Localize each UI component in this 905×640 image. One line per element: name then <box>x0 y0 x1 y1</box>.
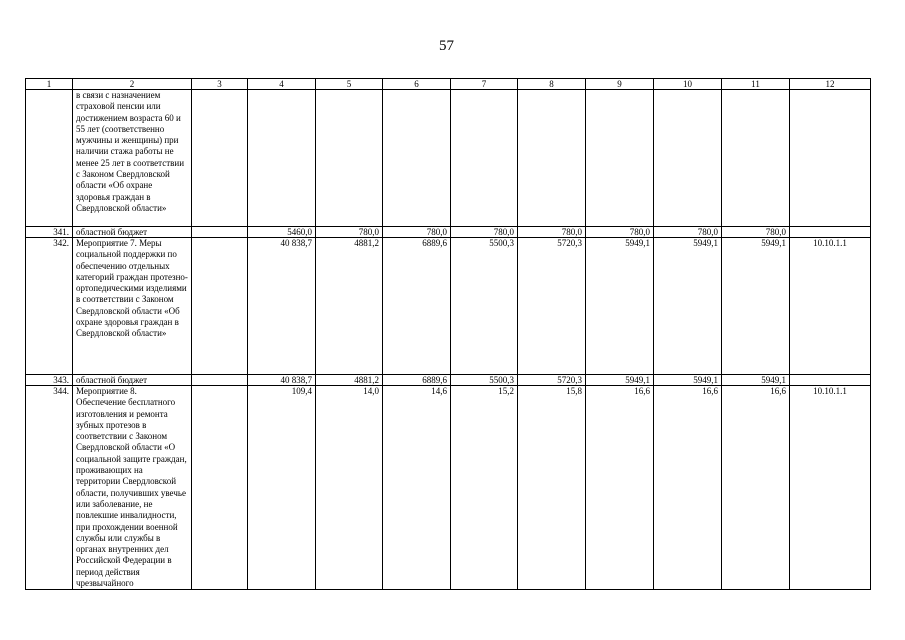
value-cell: 109,4 <box>248 386 316 590</box>
value-cell: 14,6 <box>383 386 451 590</box>
column-header: 4 <box>248 79 316 90</box>
value-cell: 5720,3 <box>518 238 586 375</box>
value-cell <box>192 386 248 590</box>
value-cell: 6889,6 <box>383 375 451 386</box>
column-header: 11 <box>722 79 790 90</box>
value-cell: 5949,1 <box>586 375 654 386</box>
value-cell: 780,0 <box>316 227 383 238</box>
value-cell: 780,0 <box>451 227 518 238</box>
target-code-cell <box>790 375 871 386</box>
value-cell: 780,0 <box>383 227 451 238</box>
value-cell: 5460,0 <box>248 227 316 238</box>
row-number-cell: 344. <box>26 386 73 590</box>
value-cell: 6889,6 <box>383 238 451 375</box>
value-cell: 780,0 <box>586 227 654 238</box>
value-cell: 780,0 <box>518 227 586 238</box>
value-cell <box>586 90 654 227</box>
table-row <box>26 375 871 386</box>
target-code-cell <box>790 90 871 227</box>
target-code-cell <box>790 227 871 238</box>
value-cell <box>518 90 586 227</box>
description-cell: областной бюджет <box>73 227 192 238</box>
value-cell: 4881,2 <box>316 238 383 375</box>
value-cell: 4881,2 <box>316 375 383 386</box>
description-cell: Мероприятие 8. Обеспечение бесплатного изготовления и ремонта зубных протезов в соответствии с Законом Свердловской области «О социальной защите граждан, проживающих на территории Свердловской области, получивших увечье или заболевание, не повлекшие инвалидности, при прохождении военной службы или службы в органах внутренних дел Российской Федерации в период действия чрезвычайного <box>73 386 192 590</box>
value-cell: 14,0 <box>316 386 383 590</box>
value-cell: 5500,3 <box>451 375 518 386</box>
row-number-cell: 343. <box>26 375 73 386</box>
column-header: 10 <box>654 79 722 90</box>
value-cell <box>192 375 248 386</box>
description-cell: в связи с назначением страховой пенсии или достижением возраста 60 и 55 лет (соответственно мужчины и женщины) при наличии стажа работы не менее 25 лет в соответствии с Законом Свердловской области «Об охране здоровья граждан в Свердловской области» <box>73 90 192 227</box>
value-cell: 15,8 <box>518 386 586 590</box>
value-cell <box>451 90 518 227</box>
value-cell: 5949,1 <box>586 238 654 375</box>
row-number-cell: 341. <box>26 227 73 238</box>
value-cell <box>722 90 790 227</box>
row-number-cell: 342. <box>26 238 73 375</box>
row-number-cell <box>26 90 73 227</box>
column-header: 1 <box>26 79 73 90</box>
table-row <box>26 227 871 238</box>
value-cell <box>248 90 316 227</box>
value-cell: 780,0 <box>722 227 790 238</box>
value-cell: 40 838,7 <box>248 238 316 375</box>
value-cell: 5500,3 <box>451 238 518 375</box>
value-cell <box>383 90 451 227</box>
value-cell: 16,6 <box>722 386 790 590</box>
value-cell <box>316 90 383 227</box>
column-header: 8 <box>518 79 586 90</box>
data-table <box>25 78 871 590</box>
value-cell: 5949,1 <box>722 375 790 386</box>
table-row <box>26 90 871 227</box>
column-header: 2 <box>73 79 192 90</box>
value-cell: 15,2 <box>451 386 518 590</box>
table-row <box>26 386 871 590</box>
column-header: 6 <box>383 79 451 90</box>
column-header: 3 <box>192 79 248 90</box>
value-cell <box>654 90 722 227</box>
value-cell: 40 838,7 <box>248 375 316 386</box>
description-cell: областной бюджет <box>73 375 192 386</box>
value-cell: 16,6 <box>586 386 654 590</box>
column-header: 5 <box>316 79 383 90</box>
value-cell: 5720,3 <box>518 375 586 386</box>
value-cell: 5949,1 <box>654 238 722 375</box>
header-row <box>26 79 871 90</box>
value-cell: 16,6 <box>654 386 722 590</box>
target-code-cell: 10.10.1.1 <box>790 238 871 375</box>
value-cell: 5949,1 <box>722 238 790 375</box>
value-cell <box>192 227 248 238</box>
table-row <box>26 238 871 375</box>
target-code-cell: 10.10.1.1 <box>790 386 871 590</box>
value-cell <box>192 238 248 375</box>
value-cell: 5949,1 <box>654 375 722 386</box>
column-header: 12 <box>790 79 871 90</box>
description-cell: Мероприятие 7. Меры социальной поддержки по обеспечению отдельных категорий граждан протезно- ортопедическими изделиями в соответствии с Законом Свердловской области «Об охране здоровья граждан в Свердловской области» <box>73 238 192 375</box>
page-number: 57 <box>439 38 454 54</box>
value-cell: 780,0 <box>654 227 722 238</box>
column-header: 7 <box>451 79 518 90</box>
column-header: 9 <box>586 79 654 90</box>
value-cell <box>192 90 248 227</box>
